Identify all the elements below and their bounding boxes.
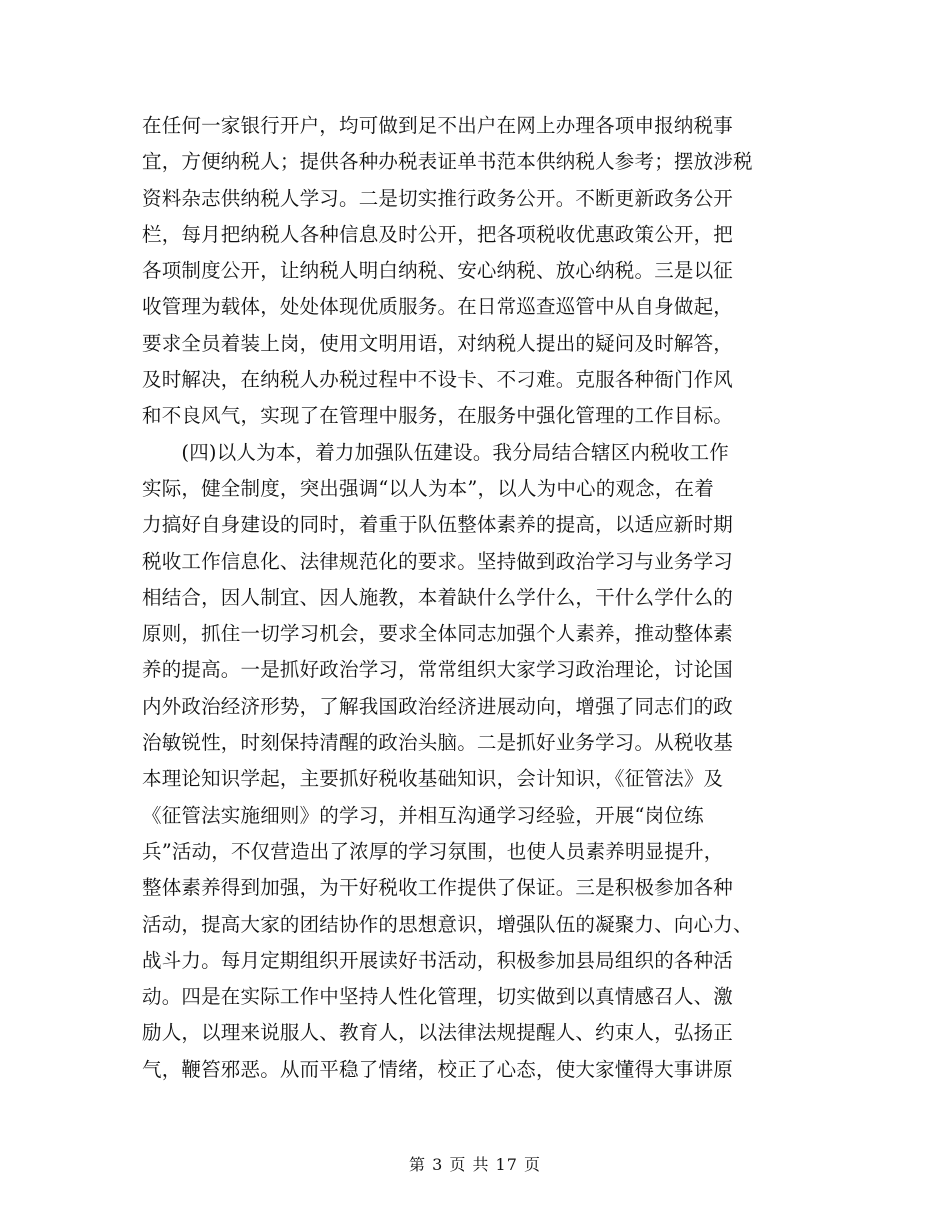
text-line: (四)以人为本，着力加强队伍建设。我分局结合辖区内税收工作 xyxy=(142,440,729,464)
page-number-footer: 第 3 页 共 17 页 xyxy=(409,1155,541,1174)
text-line: 收管理为载体，处处体现优质服务。在日常巡查巡管中从自身做起， xyxy=(142,295,734,319)
text-line: 气，鞭笞邪恶。从而平稳了情绪，校正了心态，使大家懂得大事讲原 xyxy=(142,1057,734,1081)
text-line: 实际，健全制度，突出强调“以人为本”，以人为中心的观念，在着 xyxy=(142,476,714,500)
text-line: 税收工作信息化、法律规范化的要求。坚持做到政治学习与业务学习 xyxy=(142,549,734,573)
text-line: 内外政治经济形势，了解我国政治经济进展动向，增强了同志们的政 xyxy=(142,694,734,718)
text-line: 活动，提高大家的团结协作的思想意识，增强队伍的凝聚力、向心力、 xyxy=(142,912,753,936)
body-text xyxy=(142,108,812,1088)
text-line: 动。四是在实际工作中坚持人性化管理，切实做到以真情感召人、激 xyxy=(142,985,734,1009)
text-line: 兵”活动，不仅营造出了浓厚的学习氛围，也使人员素养明显提升， xyxy=(142,839,724,863)
text-line: 在任何一家银行开户，均可做到足不出户在网上办理各项申报纳税事 xyxy=(142,114,734,137)
text-line: 整体素养得到加强，为干好税收工作提供了保证。三是积极参加各种 xyxy=(142,876,734,900)
text-line: 宜，方便纳税人；提供各种办税表证单书范本供纳税人参考；摆放涉税 xyxy=(142,150,753,174)
text-line: 励人，以理来说服人、教育人，以法律法规提醒人、约束人，弘扬正 xyxy=(142,1021,734,1045)
text-line: 各项制度公开，让纳税人明白纳税、安心纳税、放心纳税。三是以征 xyxy=(142,259,734,283)
text-line: 及时解决，在纳税人办税过程中不设卡、不刁难。克服各种衙门作风 xyxy=(142,368,734,392)
text-line: 栏，每月把纳税人各种信息及时公开，把各项税收优惠政策公开，把 xyxy=(142,222,734,246)
text-line: 和不良风气，实现了在管理中服务，在服务中强化管理的工作目标。 xyxy=(142,404,734,428)
text-line: 本理论知识学起，主要抓好税收基础知识，会计知识，《征管法》及 xyxy=(142,767,724,791)
text-line: 《征管法实施细则》的学习，并相互沟通学习经验，开展“岗位练 xyxy=(142,803,704,827)
text-line: 养的提高。一是抓好政治学习，常常组织大家学习政治理论，讨论国 xyxy=(142,658,734,682)
text-line: 要求全员着装上岗，使用文明用语，对纳税人提出的疑问及时解答， xyxy=(142,331,734,355)
text-line: 战斗力。每月定期组织开展读好书活动，积极参加县局组织的各种活 xyxy=(142,948,734,972)
text-line: 治敏锐性，时刻保持清醒的政治头脑。二是抓好业务学习。从税收基 xyxy=(142,731,734,755)
text-line: 资料杂志供纳税人学习。二是切实推行政务公开。不断更新政务公开 xyxy=(142,186,734,210)
text-line: 相结合，因人制宜、因人施教，本着缺什么学什么，干什么学什么的 xyxy=(142,585,734,609)
text-line: 力搞好自身建设的同时，着重于队伍整体素养的提高，以适应新时期 xyxy=(142,513,734,537)
text-line: 原则，抓住一切学习机会，要求全体同志加强个人素养，推动整体素 xyxy=(142,622,734,646)
